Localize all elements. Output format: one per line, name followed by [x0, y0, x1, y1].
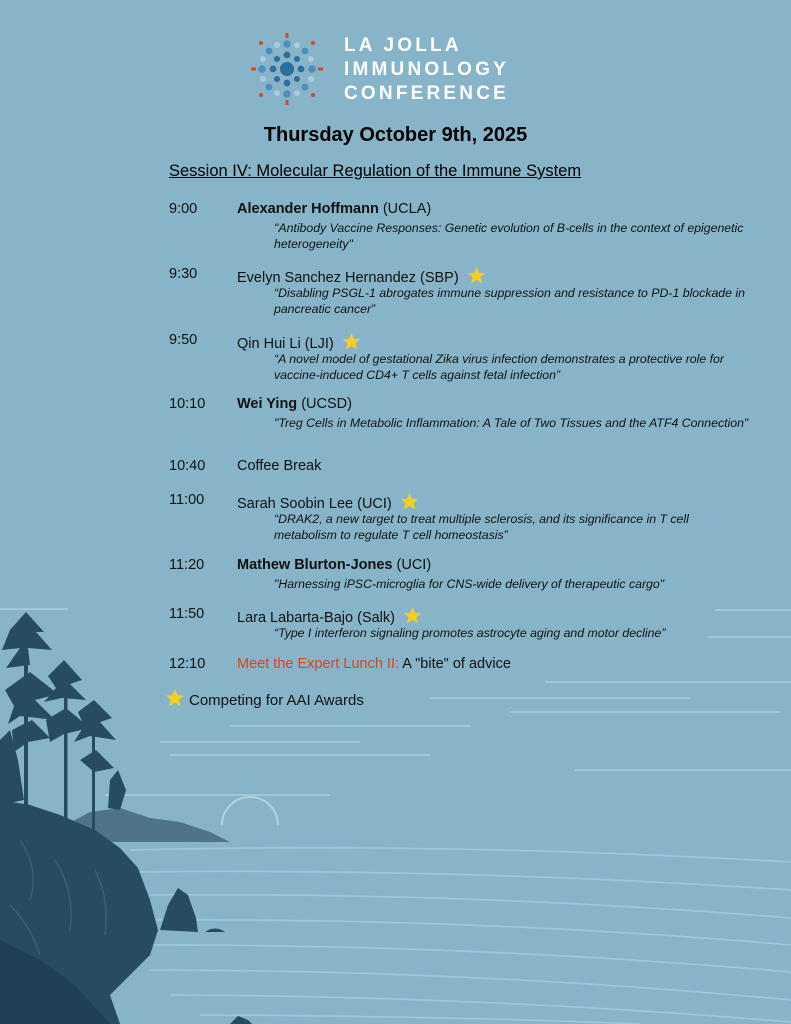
time-label: 12:10 — [169, 656, 206, 672]
day-title: Thursday October 9th, 2025 — [263, 124, 528, 146]
speaker — [237, 557, 431, 573]
speaker — [237, 201, 431, 217]
time-label: 11:00 — [169, 492, 205, 508]
speaker-affiliation: (UCLA) — [382, 201, 432, 217]
speaker — [237, 458, 321, 474]
speaker — [237, 332, 361, 352]
speaker — [237, 396, 352, 412]
speaker-name: Lara Labarta-Bajo — [237, 610, 354, 626]
talk-title: “A novel model of gestational Zika virus infection demonstrates a protective role for vaccine-induced CD4+ T cells against fetal infection” — [274, 352, 724, 382]
lunch-description: A "bite" of advice — [399, 656, 511, 672]
speaker-affiliation: (UCI) — [396, 557, 432, 573]
logo-line-2: IMMUNOLOGY — [344, 59, 509, 80]
star-icon — [400, 492, 419, 511]
speaker — [237, 606, 422, 626]
speaker-affiliation: (UCSD) — [301, 396, 352, 412]
session-title: Session IV: Molecular Regulation of the Immune System — [169, 162, 582, 180]
speaker-affiliation: (UCI) — [357, 496, 392, 512]
speaker — [237, 492, 419, 512]
awards-legend — [165, 688, 364, 709]
speaker-name: Sarah Soobin Lee — [237, 496, 354, 512]
star-icon — [165, 688, 185, 708]
speaker-affiliation: (LJI) — [304, 336, 334, 352]
time-label: 10:40 — [169, 458, 206, 474]
time-label: 10:10 — [169, 396, 206, 412]
speaker-name: Mathew Blurton-Jones — [237, 557, 393, 573]
lunch-highlight: Meet the Expert Lunch II: — [237, 656, 400, 672]
talk-title: “Type I interferon signaling promotes astrocyte aging and motor decline” — [274, 626, 666, 640]
speaker-affiliation: (Salk) — [357, 610, 395, 626]
speaker-name: Evelyn Sanchez Hernandez — [237, 270, 416, 286]
logo-line-1: LA JOLLA — [344, 35, 462, 56]
speaker-name: Alexander Hoffmann — [237, 201, 379, 217]
star-icon — [342, 332, 361, 351]
speaker-name: Wei Ying — [237, 396, 298, 412]
time-label: 11:50 — [169, 606, 205, 622]
speaker-affiliation: (SBP) — [419, 270, 459, 286]
legend-text: Competing for AAI Awards — [189, 692, 364, 709]
speaker — [237, 266, 486, 286]
talk-title: “Disabling PSGL-1 abrogates immune suppression and resistance to PD-1 blockade in pancreatic cancer” — [274, 286, 745, 316]
talk-title: "Antibody Vaccine Responses: Genetic evolution of B-cells in the context of epigenetic heterogeneity" — [274, 221, 744, 251]
logo-line-3: CONFERENCE — [344, 83, 510, 104]
virus-burst-icon — [248, 30, 326, 108]
star-icon — [467, 266, 486, 285]
talk-title: “DRAK2, a new target to treat multiple sclerosis, and its significance in T cell metabolism to regulate T cell homeostasis” — [274, 512, 689, 542]
time-label: 9:00 — [169, 201, 198, 217]
time-label: 9:50 — [169, 332, 198, 348]
talk-title: "Harnessing iPSC-microglia for CNS-wide delivery of therapeutic cargo" — [274, 577, 665, 591]
star-icon — [403, 606, 422, 625]
time-label: 11:20 — [169, 557, 205, 573]
talk-title: "Treg Cells in Metabolic Inflammation: A Tale of Two Tissues and the ATF4 Connection" — [274, 416, 749, 430]
speaker-name: Qin Hui Li — [237, 336, 301, 352]
conference-logo — [248, 30, 538, 108]
time-label: 9:30 — [169, 266, 198, 282]
speaker-name: Coffee Break — [237, 458, 322, 474]
